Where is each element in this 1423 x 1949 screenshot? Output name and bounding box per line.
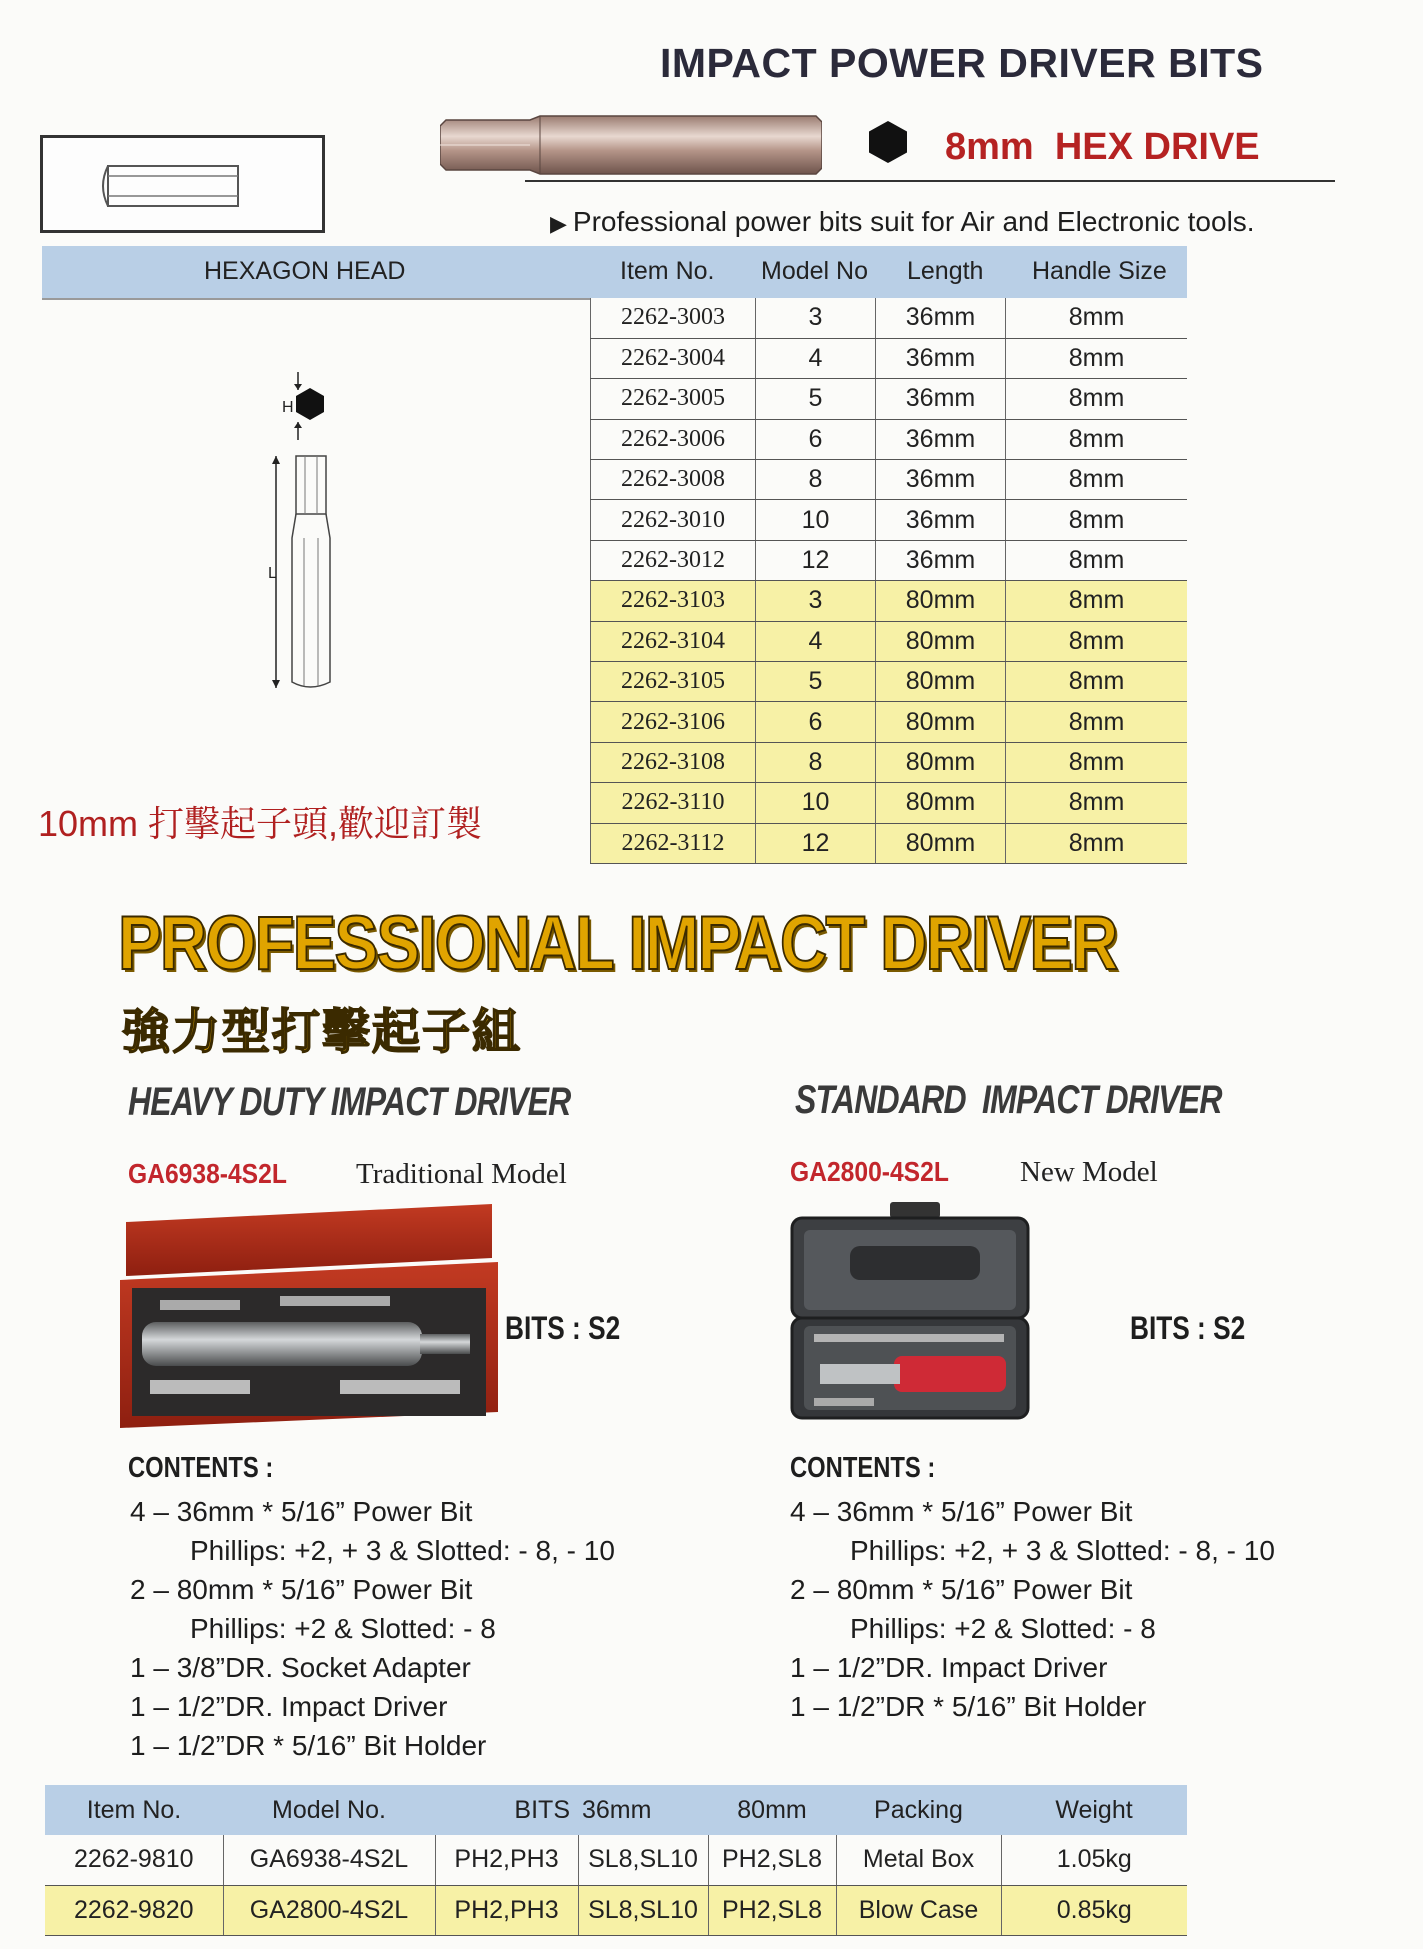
tagline-text: Professional power bits suit for Air and Electronic tools.	[572, 206, 1255, 237]
length-cell: 80mm	[876, 742, 1006, 782]
item-no-cell: 2262-3108	[591, 742, 756, 782]
length-cell: 36mm	[876, 338, 1006, 378]
metal-box-kit-image	[120, 1200, 498, 1428]
col-packing: Packing	[836, 1785, 1001, 1835]
handle-size-cell: 8mm	[1006, 500, 1188, 540]
handle-size-cell: 8mm	[1006, 702, 1188, 742]
handle-size-cell: 8mm	[1006, 823, 1188, 863]
blow-case-kit-image	[790, 1200, 1030, 1425]
bits-slotted-cell: SL8,SL10	[578, 1835, 708, 1885]
col-model-no: Model No.	[223, 1785, 435, 1835]
length-cell: 36mm	[876, 540, 1006, 580]
power-bit-image	[440, 112, 822, 178]
handle-size-cell: 8mm	[1006, 621, 1188, 661]
table-row	[591, 621, 1188, 661]
tagline	[550, 206, 1255, 238]
l-dimension-label: L	[268, 565, 277, 582]
page-title: IMPACT POWER DRIVER BITS	[660, 40, 1264, 86]
model-no-cell: 6	[756, 702, 876, 742]
table-row	[591, 742, 1188, 782]
professional-title-cn: 強力型打擊起子組	[122, 1006, 523, 1059]
handle-size-cell: 8mm	[1006, 662, 1188, 702]
standard-contents-label: CONTENTS :	[790, 1452, 936, 1484]
hex-drive-label: 8mm HEX DRIVE	[945, 126, 1260, 168]
weight-cell: 1.05kg	[1001, 1835, 1187, 1885]
bits-80mm-cell: PH2,SL8	[708, 1835, 836, 1885]
table-row	[591, 823, 1188, 863]
model-no-cell: 10	[756, 500, 876, 540]
length-cell: 80mm	[876, 823, 1006, 863]
table-row	[591, 419, 1188, 459]
model-no-cell: 3	[756, 298, 876, 338]
col-weight: Weight	[1001, 1785, 1187, 1835]
item-no-cell: 2262-3006	[591, 419, 756, 459]
list-item: Phillips: +2, + 3 & Slotted: - 8, - 10	[190, 1535, 615, 1566]
table-row	[591, 460, 1188, 500]
item-no-cell: 2262-3012	[591, 540, 756, 580]
model-no-cell: 6	[756, 419, 876, 459]
handle-size-cell: 8mm	[1006, 540, 1188, 580]
table-row	[591, 500, 1188, 540]
model-no-cell: 10	[756, 783, 876, 823]
model-no-cell: GA6938-4S2L	[223, 1835, 435, 1885]
handle-size-cell: 8mm	[1006, 742, 1188, 782]
table-row	[45, 1885, 1187, 1935]
item-no-cell: 2262-3103	[591, 581, 756, 621]
weight-cell: 0.85kg	[1001, 1885, 1187, 1935]
handle-size-cell: 8mm	[1006, 338, 1188, 378]
standard-heading: STANDARD IMPACT DRIVER	[795, 1078, 1222, 1122]
item-no-cell: 2262-3112	[591, 823, 756, 863]
list-item: 1 – 1/2”DR. Impact Driver	[130, 1691, 448, 1722]
bits-phillips-cell: PH2,PH3	[435, 1835, 578, 1885]
item-no-cell: 2262-3010	[591, 500, 756, 540]
handle-size-cell: 8mm	[1006, 581, 1188, 621]
list-item: Phillips: +2 & Slotted: - 8	[190, 1613, 496, 1644]
model-no-cell: 12	[756, 823, 876, 863]
item-no-cell: 2262-3005	[591, 379, 756, 419]
heavy-bits-material: BITS : S2	[505, 1310, 621, 1346]
length-cell: 80mm	[876, 662, 1006, 702]
triangle-bullet-icon: ▶	[550, 211, 567, 236]
table-row	[591, 662, 1188, 702]
model-no-cell: 4	[756, 621, 876, 661]
handle-size-cell: 8mm	[1006, 379, 1188, 419]
bit-thumbnail-box	[40, 135, 325, 233]
table-row	[591, 379, 1188, 419]
list-item: 4 – 36mm * 5/16” Power Bit	[790, 1496, 1133, 1527]
col-bits: BITS	[435, 1785, 578, 1835]
table-row	[591, 702, 1188, 742]
col-model-no: Model No	[761, 257, 868, 285]
length-cell: 36mm	[876, 460, 1006, 500]
col-length: Length	[907, 257, 984, 285]
list-item: 1 – 1/2”DR * 5/16” Bit Holder	[790, 1691, 1147, 1722]
item-no-cell: 2262-3106	[591, 702, 756, 742]
model-no-cell: 8	[756, 460, 876, 500]
header-divider	[525, 180, 1335, 182]
list-item: 2 – 80mm * 5/16” Power Bit	[790, 1574, 1133, 1605]
length-cell: 36mm	[876, 500, 1006, 540]
standard-bits-material: BITS : S2	[1130, 1310, 1246, 1346]
handle-size-cell: 8mm	[1006, 783, 1188, 823]
bits-80mm-cell: PH2,SL8	[708, 1885, 836, 1935]
handle-size-cell: 8mm	[1006, 298, 1188, 338]
model-no-cell: 4	[756, 338, 876, 378]
list-item: 1 – 3/8”DR. Socket Adapter	[130, 1652, 471, 1683]
item-no-cell: 2262-3104	[591, 621, 756, 661]
bits-slotted-cell: SL8,SL10	[578, 1885, 708, 1935]
col-handle-size: Handle Size	[1032, 257, 1167, 285]
kit-table	[45, 1785, 1187, 1936]
standard-model-desc: New Model	[1020, 1156, 1158, 1188]
item-no-cell: 2262-3110	[591, 783, 756, 823]
length-cell: 80mm	[876, 581, 1006, 621]
list-item: 4 – 36mm * 5/16” Power Bit	[130, 1496, 473, 1527]
model-no-cell: GA2800-4S2L	[223, 1885, 435, 1935]
col-item-no: Item No.	[620, 257, 715, 285]
handle-size-cell: 8mm	[1006, 460, 1188, 500]
item-no-cell: 2262-3003	[591, 298, 756, 338]
hexagon-icon	[866, 120, 910, 164]
heavy-model-desc: Traditional Model	[356, 1158, 567, 1190]
table-row	[591, 783, 1188, 823]
heavy-contents-label: CONTENTS :	[128, 1452, 274, 1484]
col-36mm: 36mm	[578, 1785, 708, 1835]
heavy-model-number: GA6938-4S2L	[128, 1158, 287, 1189]
model-no-cell: 5	[756, 379, 876, 419]
model-no-cell: 12	[756, 540, 876, 580]
custom-order-note: 10mm 打擊起子頭,歡迎訂製	[38, 803, 483, 844]
length-cell: 80mm	[876, 702, 1006, 742]
col-item-no: Item No.	[45, 1785, 223, 1835]
standard-contents-list	[790, 1492, 1275, 1726]
list-item: Phillips: +2 & Slotted: - 8	[850, 1613, 1156, 1644]
model-no-cell: 8	[756, 742, 876, 782]
model-no-cell: 5	[756, 662, 876, 702]
table-row	[591, 338, 1188, 378]
item-no-cell: 2262-9810	[45, 1835, 223, 1885]
heavy-contents-list	[130, 1492, 615, 1765]
spec-table	[590, 298, 1187, 864]
item-no-cell: 2262-3004	[591, 338, 756, 378]
professional-title: PROFESSIONAL IMPACT DRIVER	[118, 901, 1117, 986]
standard-model-number: GA2800-4S2L	[790, 1156, 949, 1187]
length-cell: 36mm	[876, 298, 1006, 338]
bits-phillips-cell: PH2,PH3	[435, 1885, 578, 1935]
hex-bit-dimension-diagram	[260, 370, 360, 700]
table-row	[591, 581, 1188, 621]
packing-cell: Blow Case	[836, 1885, 1001, 1935]
h-dimension-label: H	[282, 399, 294, 416]
spec-table-header	[42, 246, 1187, 298]
model-no-cell: 3	[756, 581, 876, 621]
list-item: 2 – 80mm * 5/16” Power Bit	[130, 1574, 473, 1605]
item-no-cell: 2262-3105	[591, 662, 756, 702]
table-row	[45, 1835, 1187, 1885]
section-label: HEXAGON HEAD	[204, 257, 406, 285]
handle-size-cell: 8mm	[1006, 419, 1188, 459]
length-cell: 36mm	[876, 419, 1006, 459]
list-item: 1 – 1/2”DR. Impact Driver	[790, 1652, 1108, 1683]
table-row	[591, 540, 1188, 580]
packing-cell: Metal Box	[836, 1835, 1001, 1885]
length-cell: 80mm	[876, 783, 1006, 823]
table-row	[591, 298, 1188, 338]
heavy-duty-heading: HEAVY DUTY IMPACT DRIVER	[128, 1080, 571, 1124]
length-cell: 80mm	[876, 621, 1006, 661]
list-item: Phillips: +2, + 3 & Slotted: - 8, - 10	[850, 1535, 1275, 1566]
length-cell: 36mm	[876, 379, 1006, 419]
item-no-cell: 2262-3008	[591, 460, 756, 500]
bit-outline-icon	[43, 138, 322, 230]
list-item: 1 – 1/2”DR * 5/16” Bit Holder	[130, 1730, 487, 1761]
item-no-cell: 2262-9820	[45, 1885, 223, 1935]
col-80mm: 80mm	[708, 1785, 836, 1835]
